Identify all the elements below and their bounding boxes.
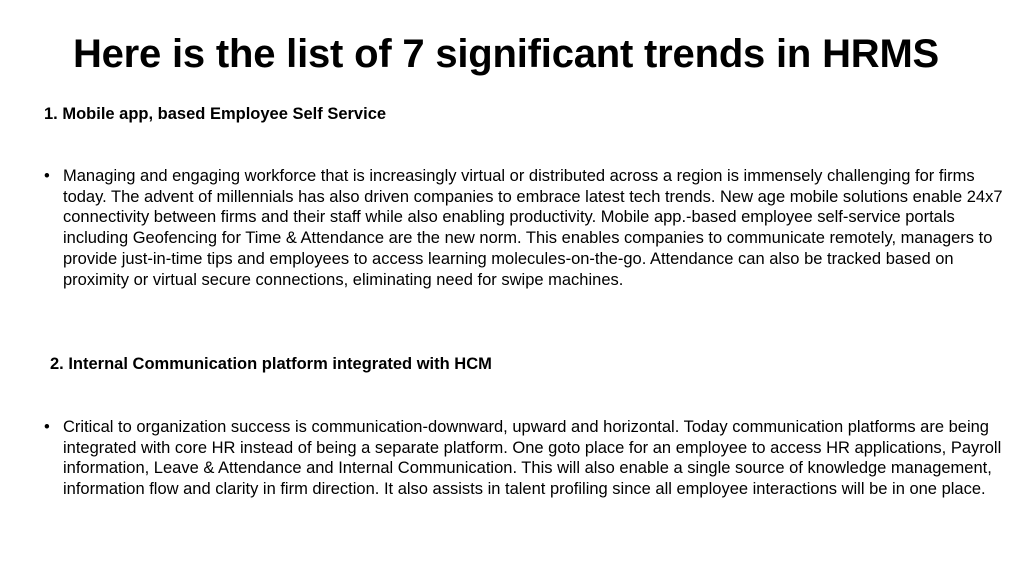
bullet-text-internal-communication: Critical to organization success is communication-downward, upward and horizontal. Today communication platforms are being integrated with core HR instead of being a separate platform. One goto place for an employee to access HR applications, Payroll information, Leave & Attendance and Internal Communication. This will also enable a single source of knowledge management, information flow and clarity in firm direction. It also assists in talent profiling since all employee interactions will be in one place. [63,418,1002,499]
bullet-mark: • [44,167,50,185]
bullet-text-mobile-ess: Managing and engaging workforce that is increasingly virtual or distributed across a region is immensely challenging for firms today. The advent of millennials has also driven companies to embrace latest tech trends. New age mobile solutions enable 24x7 connectivity between firms and their staff while also enabling productivity. Mobile app.-based employee self-service portals including Geofencing for Time & Attendance are the new norm. This enables companies to communicate remotely, managers to provide just-in-time tips and employees to access learning molecules-on-the-go. Attendance can also be tracked based on proximity or virtual secure connections, eliminating need for swipe machines. [63,167,1003,289]
bullet-internal-communication [44,417,1004,500]
section-heading-internal-communication: 2. Internal Communication platform integrated with HCM [50,355,492,373]
slide-title: Here is the list of 7 significant trends in HRMS [72,32,940,76]
bullet-mobile-ess [44,166,1004,290]
section-heading-mobile-ess: 1. Mobile app, based Employee Self Service [44,105,387,123]
bullet-mark: • [44,418,50,436]
